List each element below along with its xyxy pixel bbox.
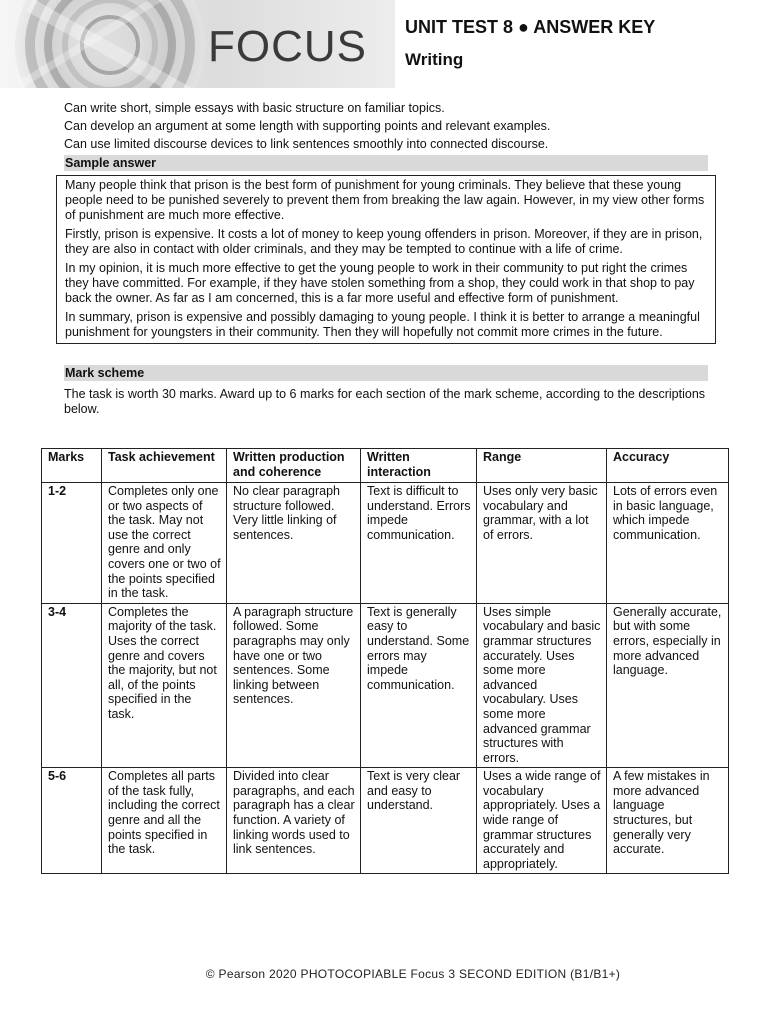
table-row bbox=[42, 603, 729, 768]
criterion-2: Can develop an argument at some length with supporting points and relevant examples. bbox=[64, 119, 551, 133]
page-footer: © Pearson 2020 PHOTOCOPIABLE Focus 3 SECOND EDITION (B1/B1+) bbox=[205, 967, 621, 981]
sample-paragraph-1: Many people think that prison is the best form of punishment for young criminals. They believe that these young people need to be punished severely to prevent them from breaking the law again. However, in my view other forms of punishment are much more effective. bbox=[65, 178, 705, 222]
column-header-range: Range bbox=[477, 449, 607, 483]
marks-cell: 1-2 bbox=[42, 483, 102, 604]
accuracy-cell: A few mistakes in more advanced language structures, but generally very accurate. bbox=[607, 768, 729, 874]
page-header bbox=[0, 0, 768, 88]
task-cell: Completes only one or two aspects of the task. May not use the correct genre and only covers one or two of the points specified in the task. bbox=[102, 483, 227, 604]
sample-answer-heading: Sample answer bbox=[64, 155, 708, 171]
table-header-row bbox=[42, 449, 729, 483]
task-cell: Completes all parts of the task fully, including the correct genre and all the points specified in the task. bbox=[102, 768, 227, 874]
accuracy-cell: Lots of errors even in basic language, which impede communication. bbox=[607, 483, 729, 604]
interaction-cell: Text is generally easy to understand. Some errors may impede communication. bbox=[361, 603, 477, 768]
unit-title: UNIT TEST 8 ● ANSWER KEY bbox=[405, 17, 656, 37]
column-header-marks: Marks bbox=[42, 449, 102, 483]
production-cell: A paragraph structure followed. Some paragraphs may only have one or two sentences. Some linking between sentences. bbox=[227, 603, 361, 768]
sample-answer-box bbox=[56, 175, 716, 344]
marks-cell: 3-4 bbox=[42, 603, 102, 768]
interaction-cell: Text is very clear and easy to understand. bbox=[361, 768, 477, 874]
interaction-cell: Text is difficult to understand. Errors impede communication. bbox=[361, 483, 477, 604]
production-cell: Divided into clear paragraphs, and each paragraph has a clear function. A variety of linking words used to link sentences. bbox=[227, 768, 361, 874]
mark-scheme-table bbox=[41, 448, 729, 874]
sample-paragraph-3: In my opinion, it is much more effective to get the young people to work in their community to put right the crimes they have committed. For example, if they have stolen something from a shop, they could work in that shop to pay back the owner. As far as I am concerned, this is a far more useful and effective form of punishment. bbox=[65, 261, 695, 305]
range-cell: Uses only very basic vocabulary and grammar, with a lot of errors. bbox=[477, 483, 607, 604]
sample-paragraph-2: Firstly, prison is expensive. It costs a lot of money to keep young offenders in prison. Moreover, if they are in prison, they are also in contact with older criminals, and they may be tempted to continue with a life of crime. bbox=[65, 227, 703, 256]
column-header-written-interaction: Written interaction bbox=[361, 449, 477, 483]
column-header-accuracy: Accuracy bbox=[607, 449, 729, 483]
section-title: Writing bbox=[405, 50, 464, 69]
column-header-task-achievement: Task achievement bbox=[102, 449, 227, 483]
focus-lens-logo-graphic bbox=[0, 0, 220, 88]
column-header-written-production: Written production and coherence bbox=[227, 449, 361, 483]
table-row bbox=[42, 768, 729, 874]
main-content bbox=[64, 101, 708, 417]
range-cell: Uses simple vocabulary and basic grammar structures accurately. Uses some more advanced vocabulary. Uses some more advanced grammar structures with errors. bbox=[477, 603, 607, 768]
production-cell: No clear paragraph structure followed. Very little linking of sentences. bbox=[227, 483, 361, 604]
mark-scheme-heading: Mark scheme bbox=[64, 365, 708, 381]
accuracy-cell: Generally accurate, but with some errors, especially in more advanced language. bbox=[607, 603, 729, 768]
range-cell: Uses a wide range of vocabulary appropriately. Uses a wide range of grammar structures accurately and appropriately. bbox=[477, 768, 607, 874]
criterion-1: Can write short, simple essays with basic structure on familiar topics. bbox=[64, 101, 445, 115]
criterion-3: Can use limited discourse devices to link sentences smoothly into connected discourse. bbox=[64, 137, 549, 151]
sample-paragraph-4: In summary, prison is expensive and possibly damaging to young people. I think it is better to arrange a meaningful punishment for youngsters in their community. Then they will hopefully not commit more crimes in the future. bbox=[65, 310, 700, 339]
table-row bbox=[42, 483, 729, 604]
marks-cell: 5-6 bbox=[42, 768, 102, 874]
mark-scheme-intro: The task is worth 30 marks. Award up to 6 marks for each section of the mark scheme, according to the descriptions below. bbox=[64, 387, 706, 416]
task-cell: Completes the majority of the task. Uses the correct genre and covers the majority, but not all, of the points specified in the task. bbox=[102, 603, 227, 768]
brand-logo-text: FOCUS bbox=[208, 22, 367, 71]
